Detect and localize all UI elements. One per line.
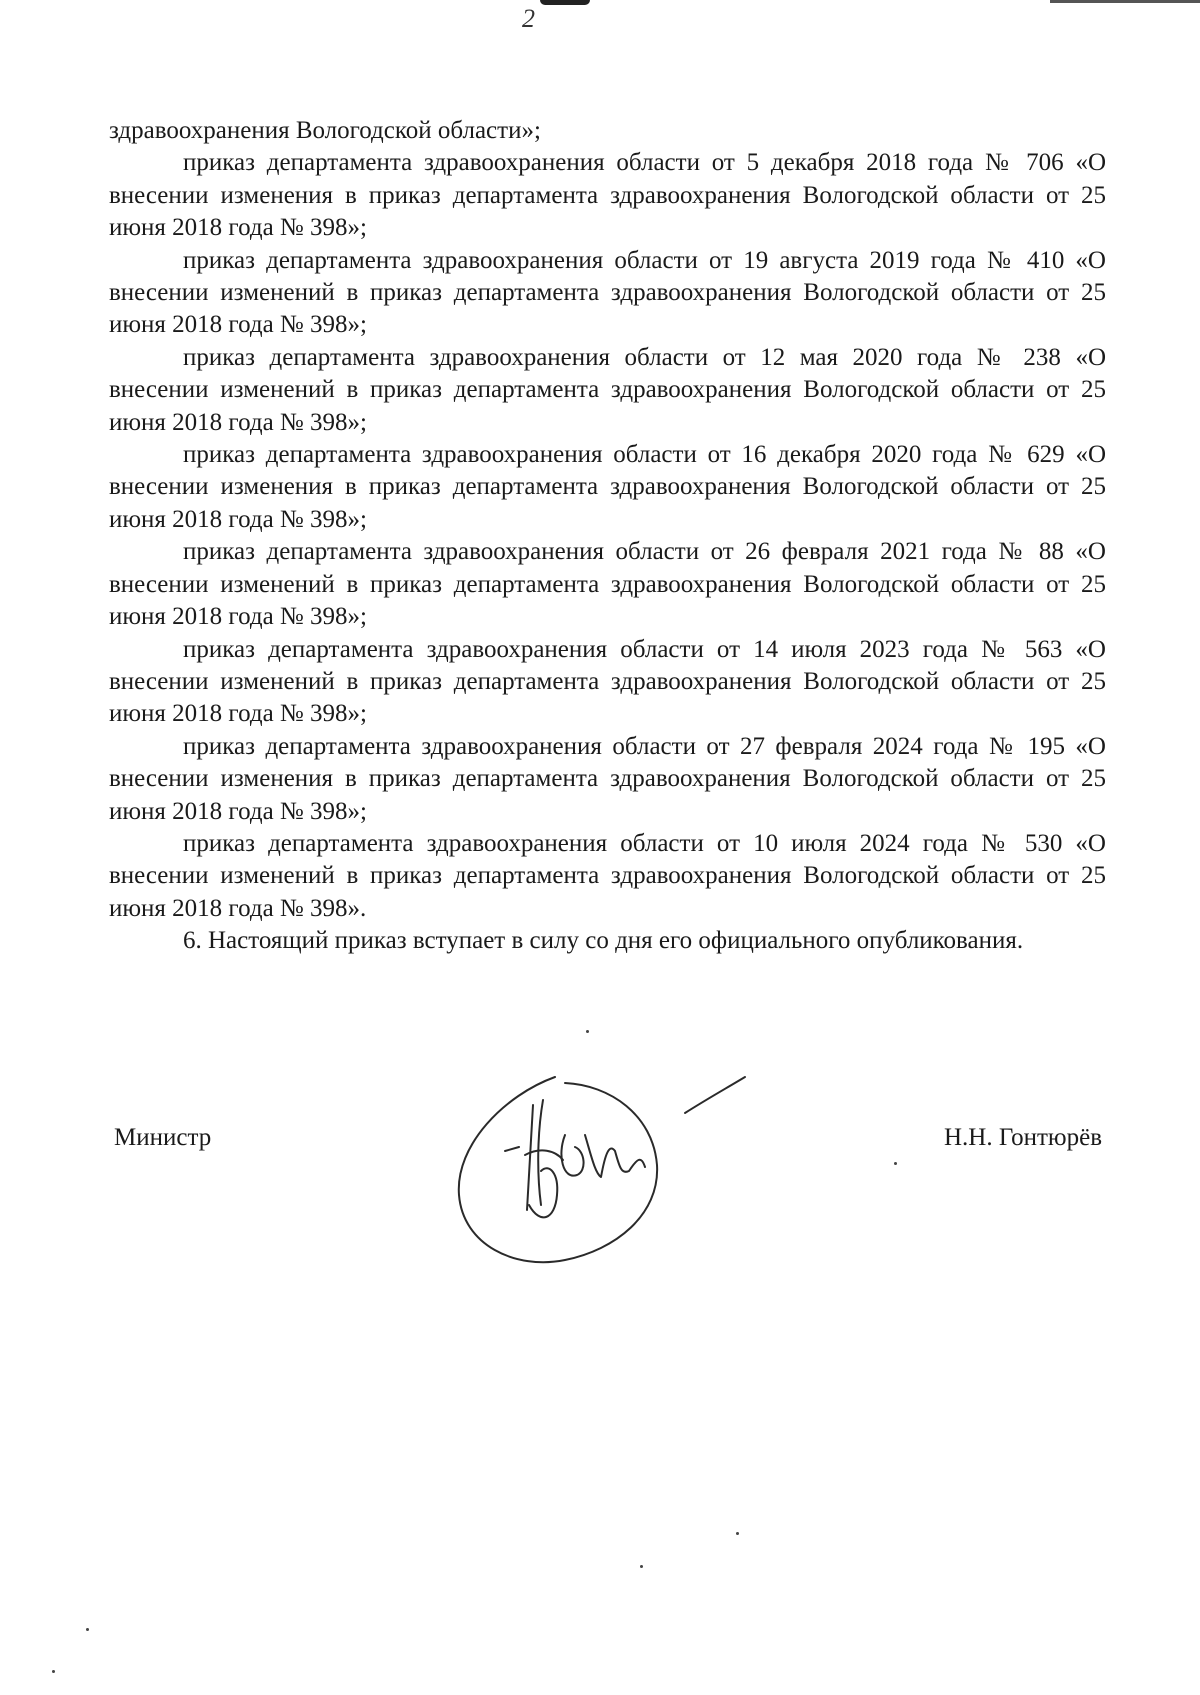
scan-speck bbox=[52, 1670, 55, 1673]
signatory-name: Н.Н. Гонтюрёв bbox=[944, 1124, 1102, 1151]
signatory-position: Министр bbox=[114, 1124, 212, 1151]
paragraph: приказ департамента здравоохранения области от 26 февраля 2021 года № 88 «О внесении изменений в приказ департамента здравоохранения Вологодской области от 25 июня 2018 года № 398»; bbox=[109, 538, 1106, 631]
handwritten-signature bbox=[445, 1055, 765, 1290]
scan-edge-artifact bbox=[540, 0, 590, 5]
paragraph: приказ департамента здравоохранения области от 5 декабря 2018 года № 706 «О внесении изменения в приказ департамента здравоохранения Вологодской области от 25 июня 2018 года № 398»; bbox=[109, 149, 1106, 242]
scan-speck bbox=[736, 1532, 739, 1535]
scan-speck bbox=[640, 1565, 643, 1568]
document-body bbox=[109, 115, 1106, 958]
paragraph: здравоохранения Вологодской области»; bbox=[109, 117, 541, 144]
scan-edge-artifact bbox=[1050, 0, 1200, 3]
paragraph: приказ департамента здравоохранения области от 12 мая 2020 года № 238 «О внесении изменений в приказ департамента здравоохранения Вологодской области от 25 июня 2018 года № 398»; bbox=[109, 343, 1106, 436]
paragraph: приказ департамента здравоохранения области от 10 июля 2024 года № 530 «О внесении изменений в приказ департамента здравоохранения Вологодской области от 25 июня 2018 года № 398». bbox=[109, 829, 1106, 922]
page-number: 2 bbox=[522, 4, 535, 33]
paragraph: приказ департамента здравоохранения области от 16 декабря 2020 года № 629 «О внесении изменения в приказ департамента здравоохранения Вологодской области от 25 июня 2018 года № 398»; bbox=[109, 441, 1106, 533]
scan-speck bbox=[894, 1162, 897, 1165]
paragraph: 6. Настоящий приказ вступает в силу со дня его официального опубликования. bbox=[183, 927, 1024, 955]
scan-speck bbox=[86, 1628, 89, 1631]
paragraph: приказ департамента здравоохранения области от 14 июля 2023 года № 563 «О внесении изменений в приказ департамента здравоохранения Вологодской области от 25 июня 2018 года № 398»; bbox=[109, 635, 1106, 728]
paragraph: приказ департамента здравоохранения области от 27 февраля 2024 года № 195 «О внесении изменения в приказ департамента здравоохранения Вологодской области от 25 июня 2018 года № 398»; bbox=[109, 732, 1106, 825]
scan-speck bbox=[586, 1030, 589, 1033]
paragraph: приказ департамента здравоохранения области от 19 августа 2019 года № 410 «О внесении изменений в приказ департамента здравоохранения Вологодской области от 25 июня 2018 года № 398»; bbox=[109, 246, 1106, 339]
